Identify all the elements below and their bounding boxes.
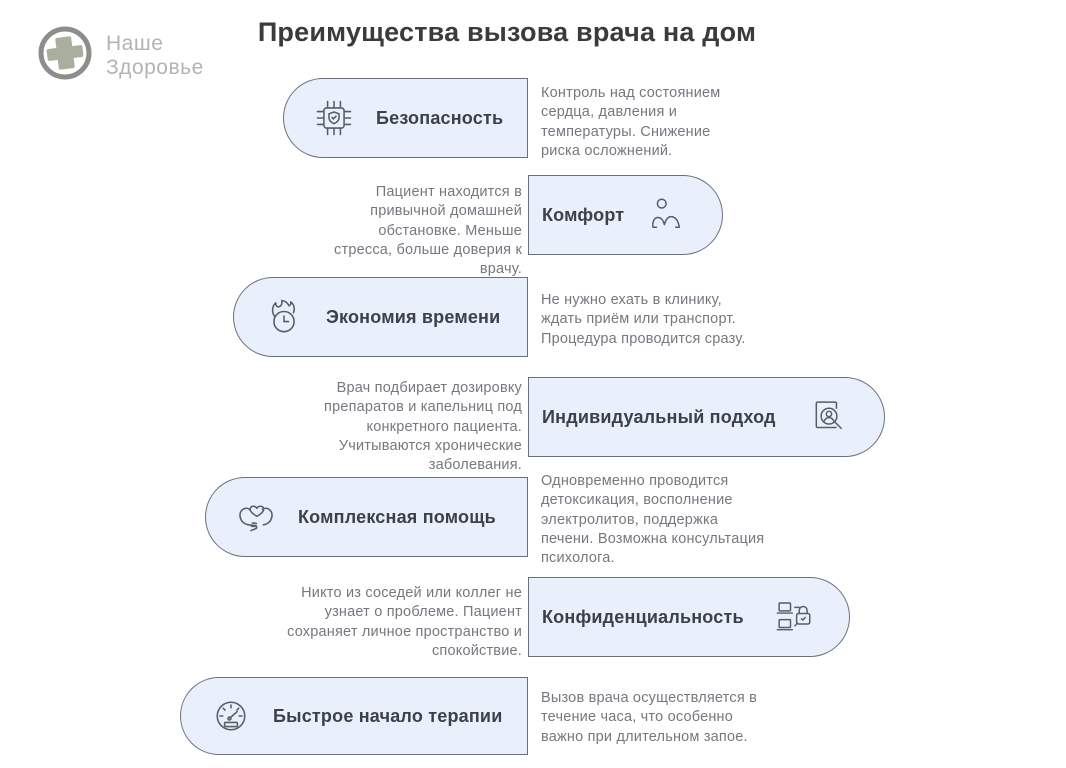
benefit-card-comfort <box>528 175 723 255</box>
benefit-card-time-saving <box>233 277 528 357</box>
benefit-description-comfort: Пациент находится в привычной домашней обстановке. Меньше стресса, больше доверия к врачу. <box>334 184 522 278</box>
patient-profile-search-icon <box>808 396 850 438</box>
logo-text-line1: Наше <box>106 31 164 55</box>
benefit-title-confidentiality: Конфиденциальность <box>542 606 744 627</box>
benefit-title-individual-approach: Индивидуальный подход <box>542 406 776 427</box>
benefit-description-quick-start: Вызов врача осуществляется в течение часа, что особенно важно при длительном запое. <box>541 690 757 745</box>
benefit-description-individual-approach: Врач подбирает дозировку препаратов и капельниц под конкретного пациента. Учитываются хронические заболевания. <box>324 380 522 474</box>
page-title: Преимущества вызова врача на дом <box>257 17 757 47</box>
benefit-title-quick-start: Быстрое начало терапии <box>273 705 503 726</box>
benefit-title-time-saving: Экономия времени <box>326 306 501 327</box>
benefit-description-time-saving: Не нужно ехать в клинику, ждать приём или транспорт. Процедура проводится сразу. <box>541 292 746 347</box>
benefit-description-comprehensive-help: Одновременно проводится детоксикация, восполнение электролитов, поддержка печени. Возможна консультация психолога. <box>541 473 765 567</box>
benefit-card-comprehensive-help <box>205 477 528 557</box>
benefit-title-safety: Безопасность <box>376 107 504 128</box>
hands-holding-heart-icon <box>234 495 278 539</box>
security-chip-shield-icon <box>312 96 356 140</box>
burning-clock-icon <box>262 295 306 339</box>
benefit-card-confidentiality <box>528 577 850 657</box>
benefit-card-safety <box>283 78 528 158</box>
relaxing-person-icon <box>646 194 688 236</box>
benefit-title-comprehensive-help: Комплексная помощь <box>298 506 496 527</box>
speedometer-icon <box>209 694 253 738</box>
logo-text-line2: Здоровье <box>106 55 204 79</box>
benefit-card-quick-start <box>180 677 528 755</box>
benefit-card-individual-approach <box>528 377 885 457</box>
benefit-description-confidentiality: Никто из соседей или коллег не узнает о проблеме. Пациент сохраняет личное пространство и спокойствие. <box>287 585 522 659</box>
devices-padlock-icon <box>773 596 815 638</box>
benefit-title-comfort: Комфорт <box>542 204 625 225</box>
benefit-description-safety: Контроль над состоянием сердца, давления и температуры. Снижение риска осложнений. <box>541 85 721 159</box>
